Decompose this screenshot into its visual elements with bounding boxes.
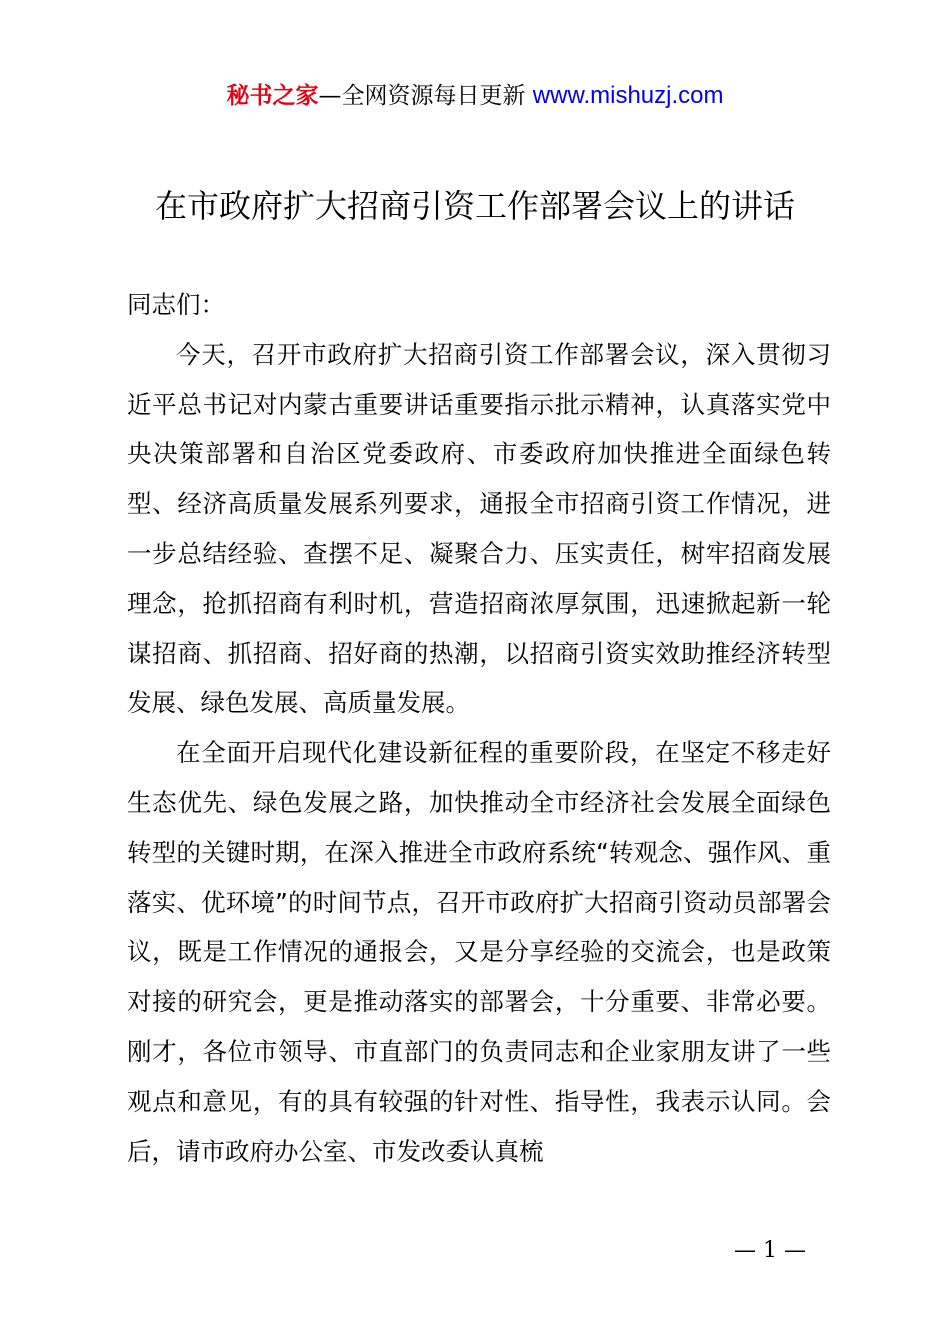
site-url-link[interactable]: www.mishuzj.com	[532, 82, 724, 109]
document-title: 在市政府扩大招商引资工作部署会议上的讲话	[154, 187, 795, 225]
site-header	[0, 80, 950, 112]
paragraph: 今天，召开市政府扩大招商引资工作部署会议，深入贯彻习近平总书记对内蒙古重要讲话重要指示批示精神，认真落实党中央决策部署和自治区党委政府、市委政府加快推进全面绿色转型、经济高质量发展系列要求，通报全市招商引资工作情况，进一步总结经验、查摆不足、凝聚合力、压实责任，树牢招商发展理念，抢抓招商有利时机，营造招商浓厚氛围，迅速掀起新一轮谋招商、抓招商、招好商的热潮，以招商引资实效助推经济转型发展、绿色发展、高质量发展。	[127, 339, 831, 718]
greeting: 同志们：	[127, 290, 225, 319]
paragraph: 在全面开启现代化建设新征程的重要阶段，在坚定不移走好生态优先、绿色发展之路，加快推动全市经济社会发展全面绿色转型的关键时期，在深入推进全市政府系统“转观念、强作风、重落实、优环境”的时间节点，召开市政府扩大招商引资动员部署会议，既是工作情况的通报会，又是分享经验的交流会，也是政策对接的研究会，更是推动落实的部署会，十分重要、非常必要。刚才，各位市领导、市直部门的负责同志和企业家朋友讲了一些观点和意见，有的具有较强的针对性、指导性，我表示认同。会后，请市政府办公室、市发改委认真梳	[127, 738, 831, 1166]
header-tagline: —全网资源每日更新	[318, 83, 533, 109]
page-number: — 1 —	[734, 1238, 806, 1263]
brand-name: 秘书之家	[226, 83, 319, 109]
document-body	[127, 280, 831, 1176]
